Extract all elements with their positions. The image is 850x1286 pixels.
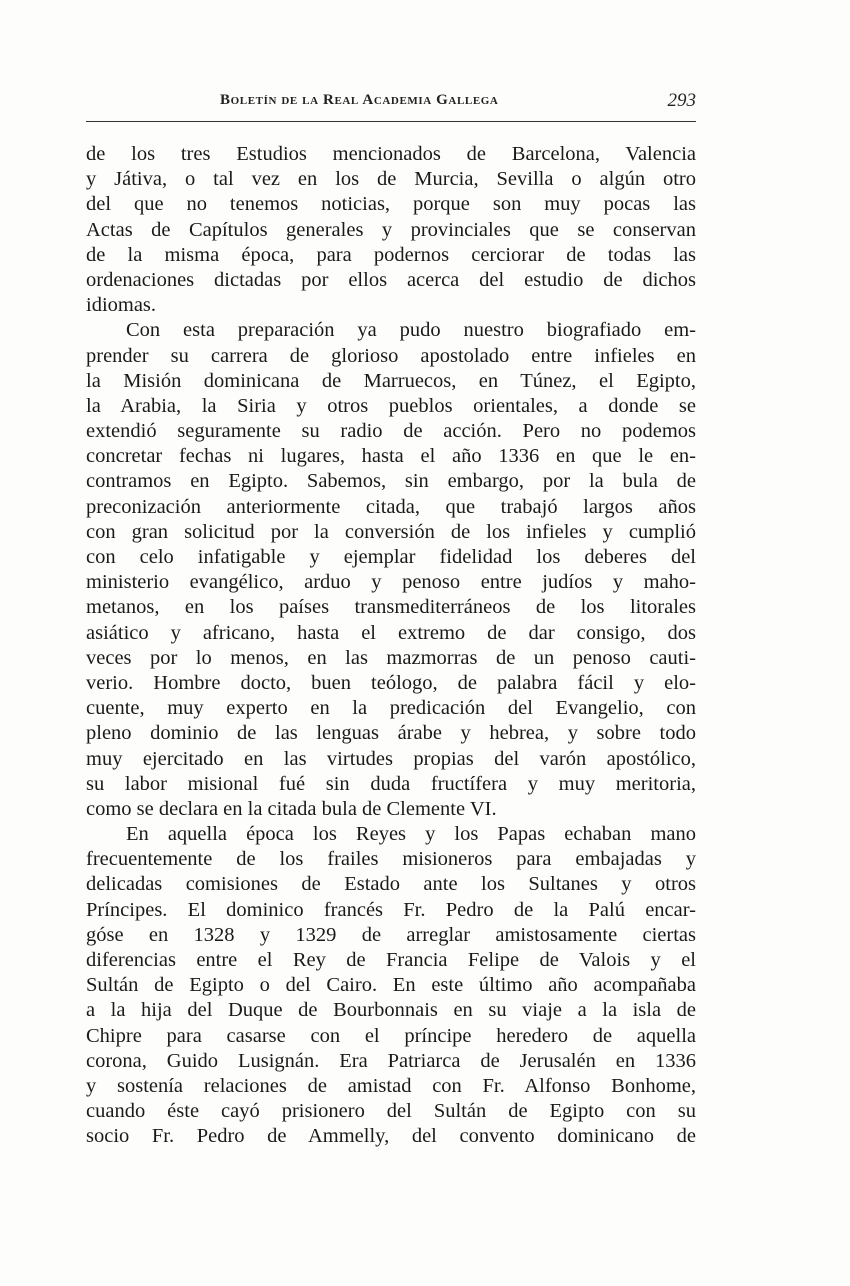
text-line: extendió seguramente su radio de acción. Pero no podemos — [86, 420, 696, 443]
text-line: delicadas comisiones de Estado ante los Sultanes y otros — [86, 873, 696, 896]
text-line: con celo infatigable y ejemplar fidelidad los deberes del — [86, 546, 696, 568]
text-line: como se declara en la citada bula de Clemente VI. — [86, 797, 497, 820]
text-line: cuente, muy experto en la predicación del Evangelio, con — [86, 697, 696, 720]
text-line: metanos, en los países transmediterráneos de los litorales — [86, 596, 696, 619]
text-line: de la misma época, para podernos cerciorar de todas las — [86, 243, 696, 266]
text-line: corona, Guido Lusignán. Era Patriarca de Jerusalén en 1336 — [86, 1049, 696, 1072]
text-line: diferencias entre el Rey de Francia Felipe de Valois y el — [86, 949, 696, 971]
text-line: ministerio evangélico, arduo y penoso entre judíos y maho- — [86, 571, 696, 594]
text-line: idiomas. — [86, 294, 157, 317]
text-line: prender su carrera de glorioso apostolado entre infieles en — [86, 344, 696, 367]
text-line: veces por lo menos, en las mazmorras de un penoso cauti- — [86, 646, 696, 669]
text-line: su labor misional fué sin duda fructífera y muy meritoria, — [86, 772, 696, 795]
text-line: Príncipes. El dominico francés Fr. Pedro de la Palú encar- — [86, 898, 696, 921]
text-line: ordenaciones dictadas por ellos acerca del estudio de dichos — [86, 268, 696, 291]
text-line: frecuentemente de los frailes misioneros para embajadas y — [86, 848, 696, 871]
text-line: la Misión dominicana de Marruecos, en Túnez, el Egipto, — [86, 369, 696, 392]
text-line: Chipre para casarse con el príncipe heredero de aquella — [86, 1024, 696, 1047]
text-line: cuando éste cayó prisionero del Sultán de Egipto con su — [86, 1100, 696, 1123]
page-number: 293 — [667, 90, 696, 111]
text-line: pleno dominio de las lenguas árabe y hebrea, y sobre todo — [86, 722, 696, 745]
paragraph-2 — [86, 318, 696, 822]
text-line: con gran solicitud por la conversión de los infieles y cumplió — [86, 520, 696, 543]
text-line: a la hija del Duque de Bourbonnais en su viaje a la isla de — [86, 999, 696, 1022]
text-line: Con esta preparación ya pudo nuestro biografiado em- — [126, 319, 696, 342]
text-line: muy ejercitado en las virtudes propias del varón apostólico, — [86, 747, 696, 770]
text-line: preconización anteriormente citada, que trabajó largos años — [86, 495, 696, 518]
text-line: Actas de Capítulos generales y provinciales que se conservan — [86, 218, 696, 241]
text-line: contramos en Egipto. Sabemos, sin embargo, por la bula de — [86, 470, 696, 493]
paragraph-3 — [86, 822, 696, 1149]
text-line: En aquella época los Reyes y los Papas echaban mano — [126, 823, 696, 846]
text-line: góse en 1328 y 1329 de arreglar amistosamente ciertas — [86, 923, 696, 946]
page-header — [86, 90, 696, 120]
paragraph-1 — [86, 142, 696, 318]
text-line: Sultán de Egipto o del Cairo. En este último año acompañaba — [86, 974, 696, 997]
header-rule — [86, 121, 696, 122]
text-line: la Arabia, la Siria y otros pueblos orientales, a donde se — [86, 394, 696, 417]
text-line: verio. Hombre docto, buen teólogo, de palabra fácil y elo- — [86, 671, 696, 694]
text-line: del que no tenemos noticias, porque son muy pocas las — [86, 193, 696, 216]
text-line: de los tres Estudios mencionados de Barcelona, Valencia — [86, 143, 696, 165]
text-line: asiático y africano, hasta el extremo de dar consigo, dos — [86, 621, 696, 644]
body-text — [86, 142, 696, 1150]
text-line: socio Fr. Pedro de Ammelly, del convento dominicano de — [86, 1125, 696, 1148]
text-line: concretar fechas ni lugares, hasta el año 1336 en que le en- — [86, 445, 696, 468]
running-title: Boletín de la Real Academia Gallega — [220, 92, 499, 108]
text-line: y sostenía relaciones de amistad con Fr. Alfonso Bonhome, — [86, 1074, 696, 1097]
text-line: y Játiva, o tal vez en los de Murcia, Sevilla o algún otro — [86, 168, 696, 191]
